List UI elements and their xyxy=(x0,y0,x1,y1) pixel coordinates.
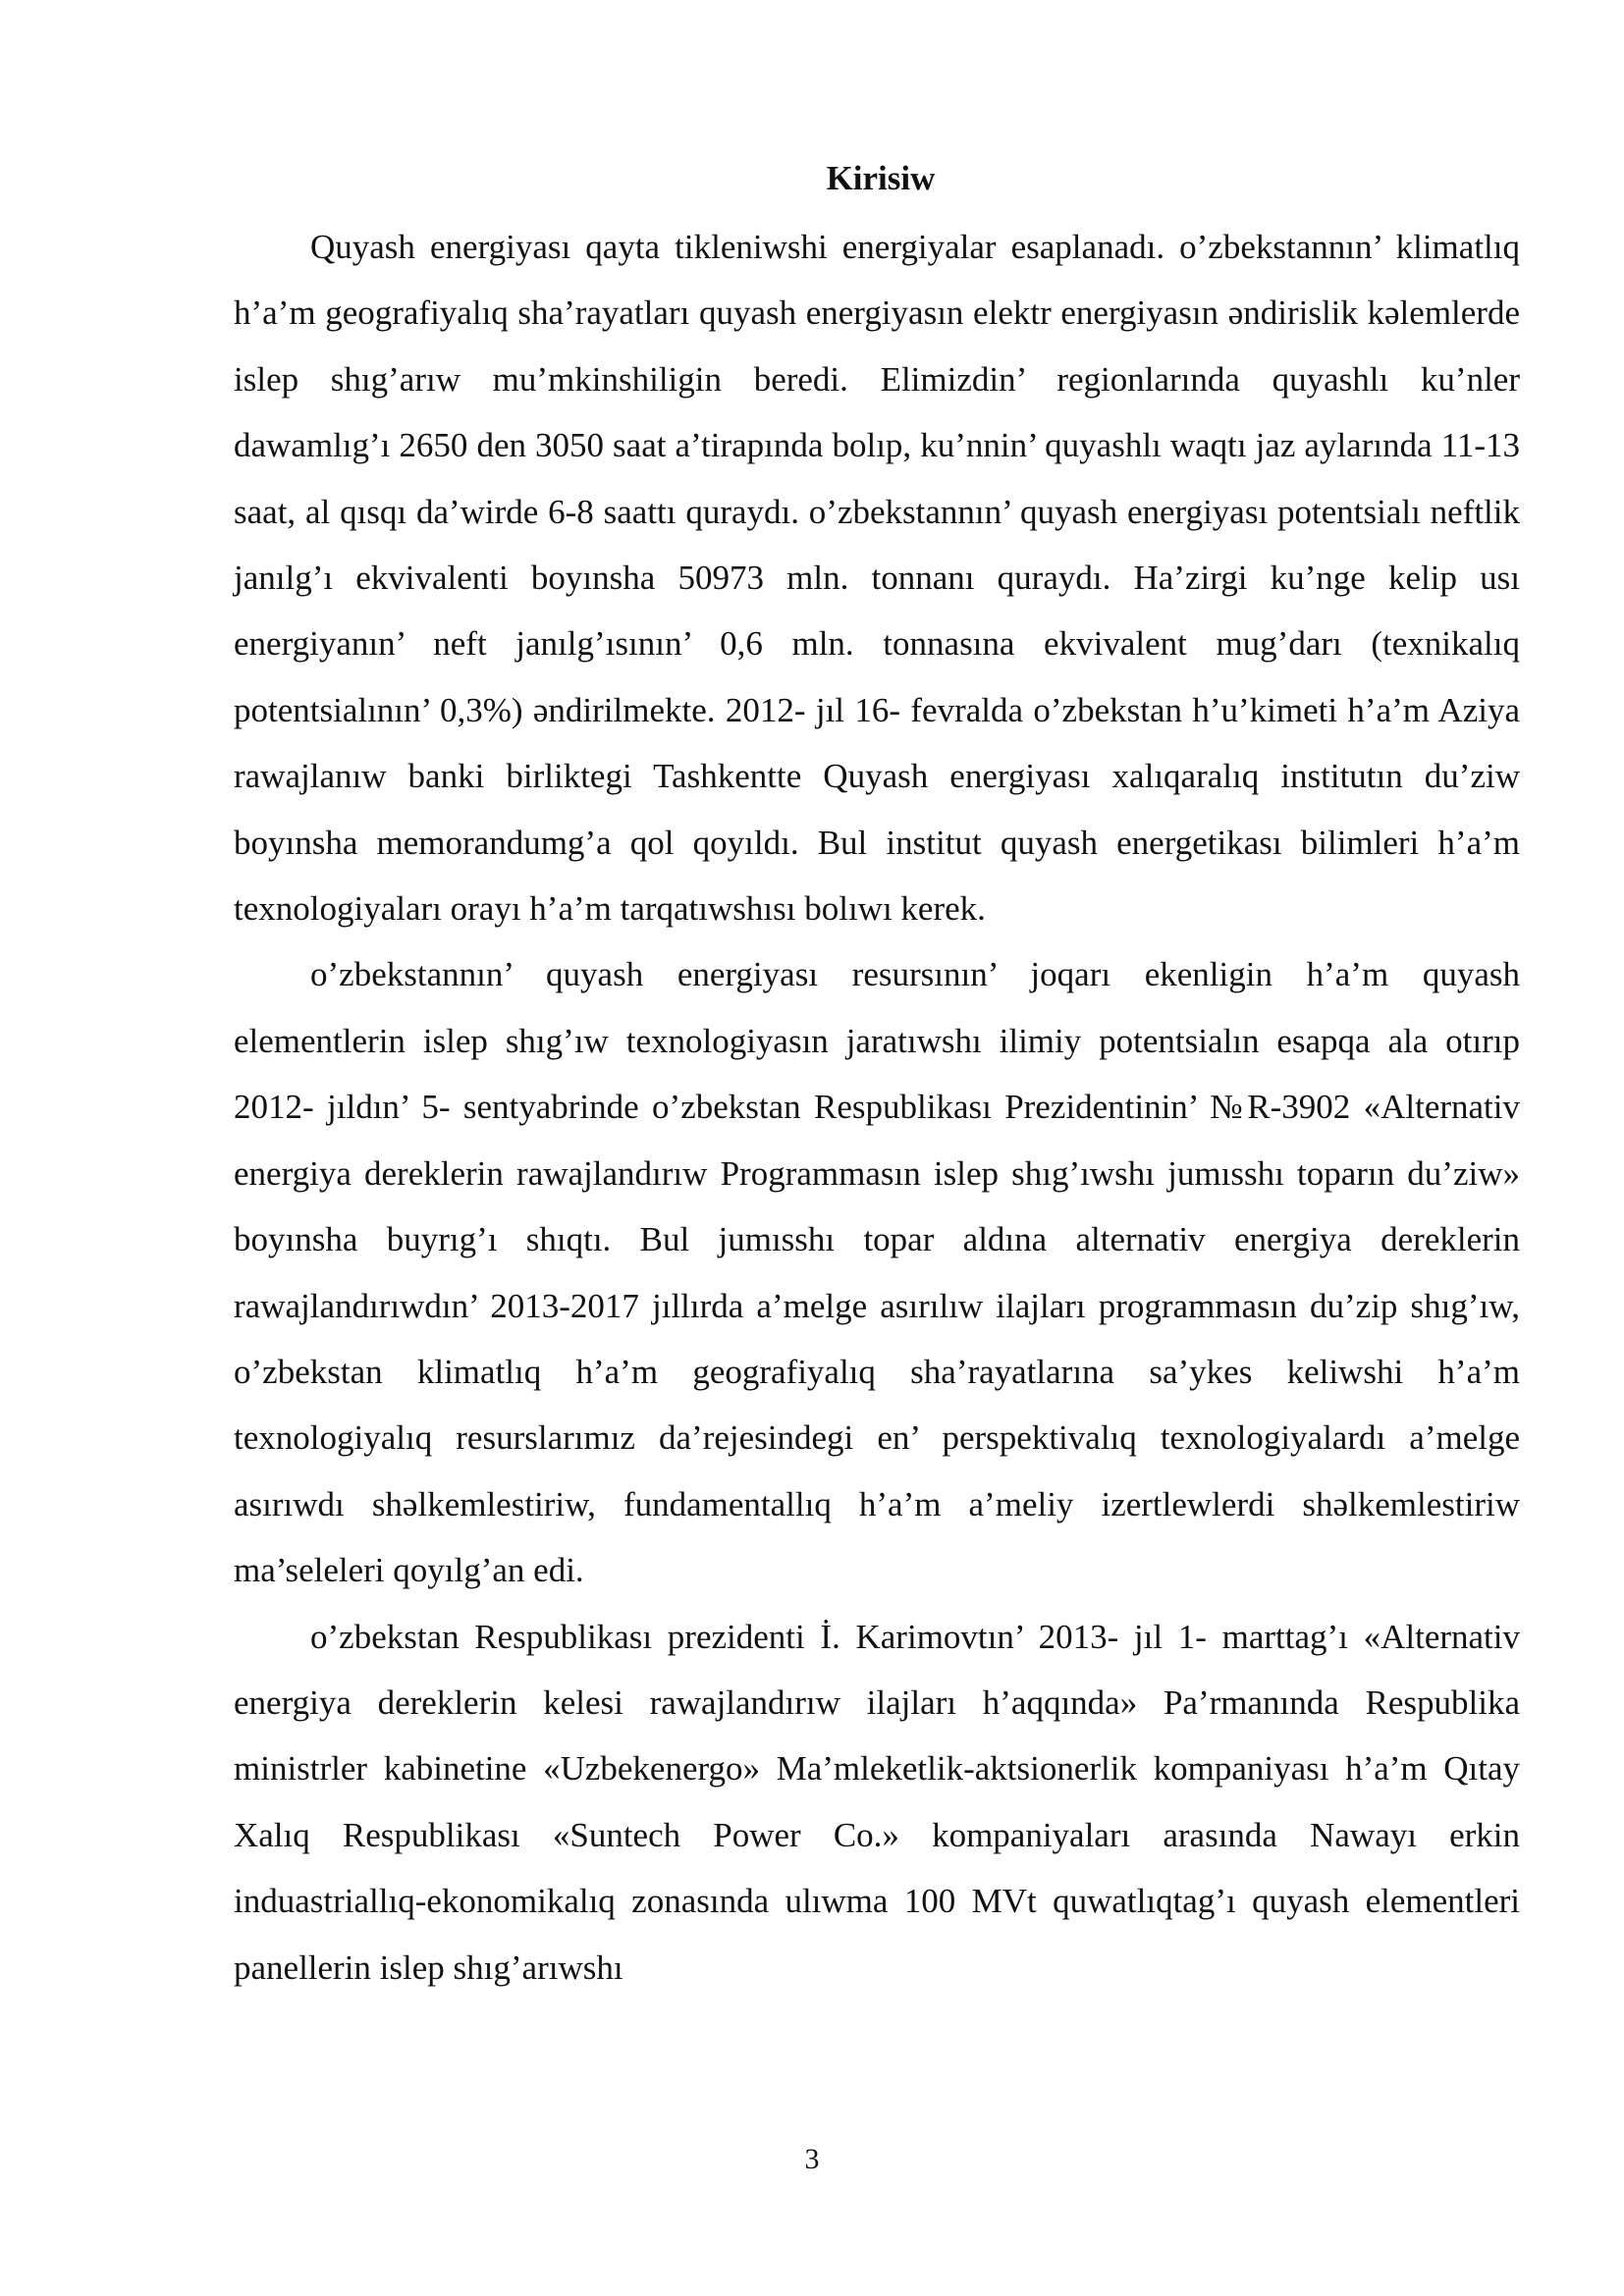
page-number: 3 xyxy=(804,2143,820,2175)
paragraph-3: o’zbekstan Respublikası prezidenti İ. Karimovtın’ 2013- jıl 1- marttag’ı «Alternativ energiya dereklerin kelesi rawajlandırıw ilajları h’aqqında» Pa’rmanında Respublika ministrler kabinetine «Uzbekenergo» Ma’mleketlik-aktsionerlik kompaniyası h’a’m Qıtay Xalıq Respublikası «Suntech Power Co.» kompaniyaları arasında Nawayı erkin induastriallıq-ekonomikalıq zonasında ulıwma 100 MVt quwatlıqtag’ı quyash elementleri panellerin islep shıg’arıwshı xyxy=(234,1617,1520,1987)
page-body xyxy=(234,147,1520,2001)
paragraph-2: o’zbekstannın’ quyash energiyası resursının’ joqarı ekenligin h’a’m quyash elementlerin islep shıg’ıw texnologiyasın jaratıwshı ilimiy potentsialın esapqa ala otırıp 2012- jıldın’ 5- sentyabrinde o’zbekstan Respublikası Prezidentinin’ №R-3902 «Alternativ energiya dereklerin rawajlandırıw Programmasın islep shıg’ıwshı jumısshı toparın du’ziw» boyınsha buyrıg’ı shıqtı. Bul jumısshı topar aldına alternativ energiya dereklerin rawajlandırıwdın’ 2013-2017 jıllırda a’melge asırılıw ilajları programmasın du’zip shıg’ıw, o’zbekstan klimatlıq h’a’m geografiyalıq sha’rayatlarına sa’ykes keliwshi h’a’m texnologiyalıq resurslarımız da’rejesindegi en’ perspektivalıq texnologiyalardı a’melge asırıwdı shәlkemlestiriw, fundamentallıq h’a’m a’meliy izertlewlerdi shәlkemlestiriw ma’seleleri qoyılg’an edi. xyxy=(234,955,1520,1590)
paragraph-1: Quyash energiyası qayta tikleniwshi energiyalar esaplanadı. o’zbekstannın’ klimatlıq h’a’m geografiyalıq sha’rayatları quyash energiyasın elektr energiyasın әndirislik kәlemlerde islep shıg’arıw mu’mkinshiligin beredi. Elimizdin’ regionlarında quyashlı ku’nler dawamlıg’ı 2650 den 3050 saat a’tirapında bolıp, ku’nnin’ quyashlı waqtı jaz aylarında 11-13 saat, al qısqı da’wirde 6-8 saattı quraydı. o’zbekstannın’ quyash energiyası potentsialı neftlik janılg’ı ekvivalenti boyınsha 50973 mln. tonnanı quraydı. Ha’zirgi ku’nge kelip usı energiyanın’ neft janılg’ısının’ 0,6 mln. tonnasına ekvivalent mug’darı (texnikalıq potentsialının’ 0,3%) әndirilmekte. 2012- jıl 16- fevralda o’zbekstan h’u’kimeti h’a’m Aziya rawajlanıw banki birliktegi Tashkentte Quyash energiyası xalıqaralıq institutın du’ziw boyınsha memorandumg’a qol qoyıldı. Bul institut quyash energetikası bilimleri h’a’m texnologiyaları orayı h’a’m tarqatıwshısı bolıwı kerek. xyxy=(234,228,1520,929)
section-heading: Kirisiw xyxy=(826,159,936,197)
